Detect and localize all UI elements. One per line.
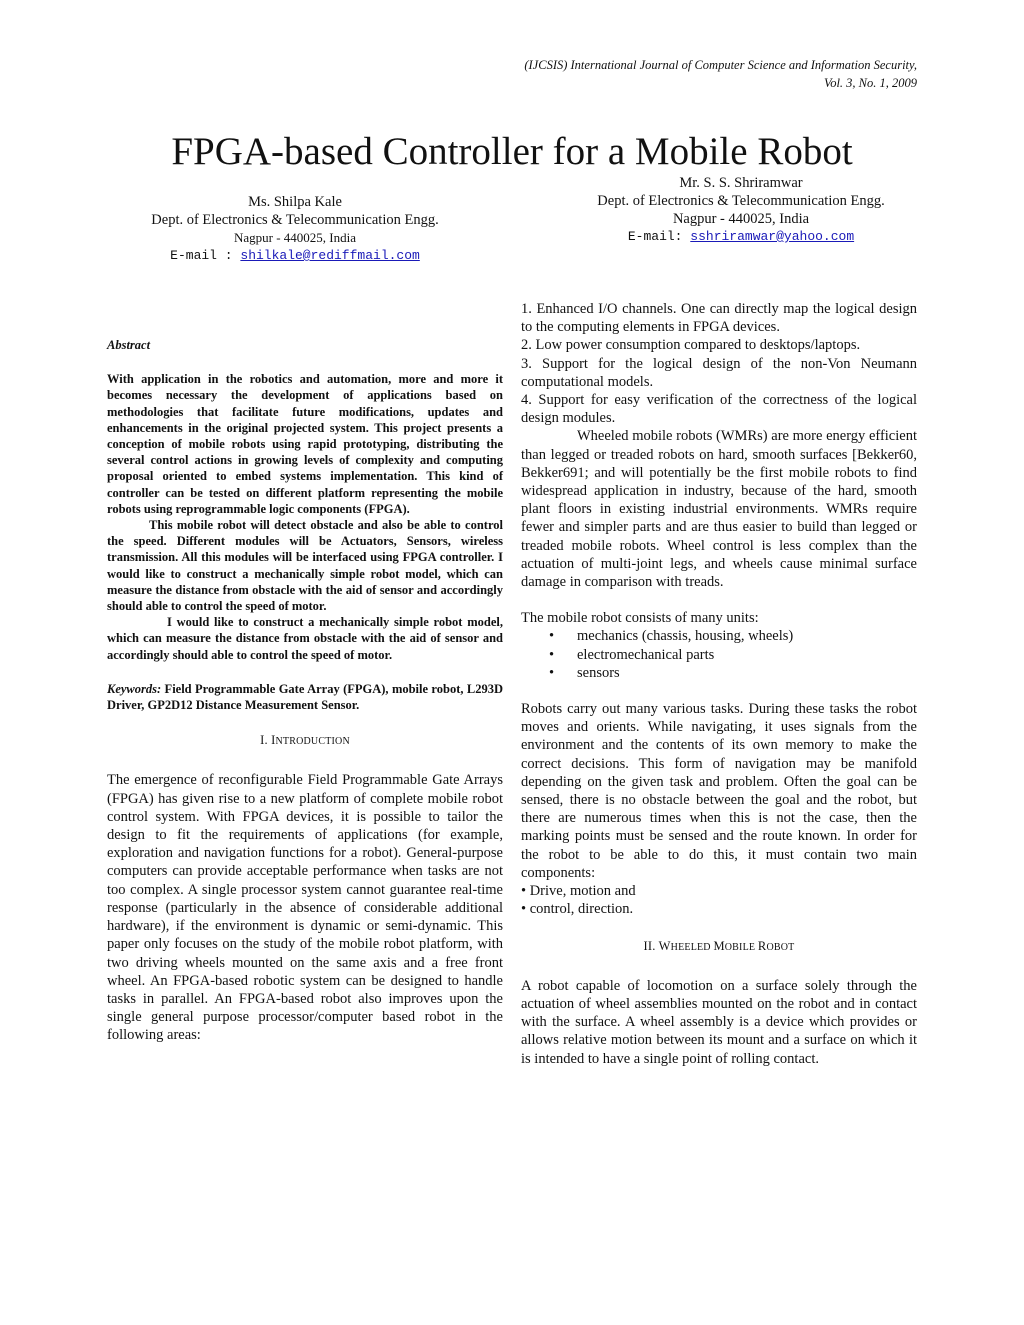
- abstract-paragraph-1: With application in the robotics and automation, more and more it becomes necessary the development of applications based on methodologies that facilitate future modifications, updates and enhancements in the original projected system. This project presents a conception of mobile robots using rapid prototyping, distributing the several control actions in growing levels of complexity and computing proposal oriented to embed systems implementation. This kind of controller can be tested on different platform representing the mobile robots using reprogrammable logic components (FPGA).: [107, 372, 503, 516]
- email-label: E-mail:: [627, 229, 691, 244]
- author-name: Mr. S. S. Shriramwar: [679, 175, 803, 191]
- section-title-smallcaps: OBOT: [766, 941, 795, 953]
- abstract-paragraph-3: I would like to construct a mechanically simple robot model, which can measure the distance from obstacle with the aid of sensor and accordingly should able to control the speed of motor.: [107, 615, 503, 662]
- email-link[interactable]: shilkale@rediffmail.com: [240, 248, 420, 263]
- author-dept: Dept. of Electronics & Telecommunication Engg.: [597, 193, 885, 209]
- right-column: [521, 300, 917, 1068]
- email-label: E-mail :: [170, 248, 241, 263]
- keywords-label: Keywords:: [107, 681, 162, 696]
- author-block-2: [560, 174, 922, 246]
- author-city: Nagpur - 440025, India: [233, 230, 357, 245]
- introduction-paragraph: The emergence of reconfigurable Field Programmable Gate Arrays (FPGA) has given rise to a new platform of complete mobile robot control system. With FPGA devices, it is possible to tailor the design to fit the requirements of applications (for example, exploration and navigation functions for a robot). General-purpose computers can provide acceptable performance when tasks are not too complex. A single processor system cannot guarantee real-time response (particularly in the absence of considerable additional hardware), if the environment is dynamic or semi-dynamic. This paper only focuses on the study of the mobile robot platform, with two driving wheels mounted on the same axis and a free front wheel. An FPGA-based robotic system can be designed to handle tasks in parallel. An FPGA-based robot also improves upon the single general purpose processor/computer based robot in the following areas:: [107, 772, 503, 1044]
- author-city: Nagpur - 440025, India: [672, 211, 810, 227]
- section-title-smallcaps: OBILE: [724, 941, 758, 953]
- email-link[interactable]: sshriramwar@yahoo.com: [690, 229, 855, 244]
- abstract-paragraph-2: This mobile robot will detect obstacle and also be able to control the speed. Different modules will be Actuators, Sensors, wireless transmission. All this modules will be interfaced using FPGA controller. I would like to construct a mechanically simple robot model, which can measure the distance from obstacle with the aid of sensor and accordingly should able to control the speed of motor.: [107, 518, 503, 614]
- section-heading-wheeled-mobile-robot: [521, 937, 917, 957]
- author-email-line: [560, 228, 922, 246]
- section-heading-introduction: [107, 731, 503, 751]
- section-title-cap: M: [713, 938, 725, 953]
- section-title-cap: R: [757, 938, 767, 953]
- area-item-1: 1. Enhanced I/O channels. One can directly map the logical design to the computing elements in FPGA devices.: [521, 301, 917, 336]
- area-item-3: 3. Support for the logical design of the non-Von Neumann computational models.: [521, 355, 917, 390]
- keywords-text: Field Programmable Gate Array (FPGA), mobile robot, L293D Driver, GP2D12 Distance Measurement Sensor.: [107, 681, 503, 713]
- section-title-smallcaps: HEELED: [670, 941, 714, 953]
- section-number: I. I: [260, 733, 276, 748]
- component-item-2: • control, direction.: [521, 901, 634, 918]
- tasks-paragraph: Robots carry out many various tasks. During these tasks the robot moves and orients. While navigating, it uses signals from the environment and the contents of its own memory to make the correct decisions. This form of navigation may be manifold depending on the given task and problem. Often the goal can be sensed, there is no obstacle between the goal and the robot, but there are numerous times when this is not the case, then the marking points must be sensed and the route known. In order for the robot to be able to do this, it must contain two main components:: [521, 701, 917, 881]
- journal-header-line2: Vol. 3, No. 1, 2009: [823, 76, 917, 90]
- wheeled-robot-paragraph: A robot capable of locomotion on a surface solely through the actuation of wheel assemblies mounted on the robot and in contact with the surface. A wheel assembly is a device which provides or allows relative motion between its mount and a surface on which it is intended to have a single point of rolling contact.: [521, 977, 917, 1067]
- paper-title: FPGA-based Controller for a Mobile Robot: [171, 130, 853, 173]
- author-block-1: [105, 193, 485, 265]
- wmr-paragraph: Wheeled mobile robots (WMRs) are more energy efficient than legged or treaded robots on hard, smooth surfaces [Bekker60, Bekker691; and will potentially be the first mobile robots to find widespread application in industry, because of the hard, smooth plant floors in existing industrial environments. WMRs require fewer and simpler parts and are thus easier to build than legged or treaded mobile robots. Wheel control is less complex than the actuation of multi-joint legs, and wheels cause minimal surface damage in comparison with treads.: [521, 428, 917, 591]
- component-item-1: • Drive, motion and: [521, 883, 636, 900]
- author-dept: Dept. of Electronics & Telecommunication Engg.: [151, 212, 439, 228]
- list-item: • mechanics (chassis, housing, wheels): [577, 627, 917, 645]
- section-title-smallcaps: NTRODUCTION: [275, 736, 350, 748]
- author-name: Ms. Shilpa Kale: [248, 194, 342, 210]
- units-intro: The mobile robot consists of many units:: [521, 610, 759, 627]
- author-email-line: [105, 247, 485, 265]
- left-column: [107, 336, 503, 1045]
- list-item: • electromechanical parts: [577, 646, 917, 664]
- journal-header-line1: (IJCSIS) International Journal of Computer Science and Information Security,: [524, 58, 917, 72]
- area-item-2: 2. Low power consumption compared to desktops/laptops.: [521, 337, 861, 354]
- units-list: [521, 627, 917, 682]
- journal-header: [524, 56, 917, 92]
- section-number: II. W: [643, 938, 671, 953]
- area-item-4: 4. Support for easy verification of the correctness of the logical design modules.: [521, 392, 917, 427]
- keywords: [107, 681, 503, 713]
- abstract-label: Abstract: [107, 338, 151, 352]
- list-item: • sensors: [577, 664, 917, 682]
